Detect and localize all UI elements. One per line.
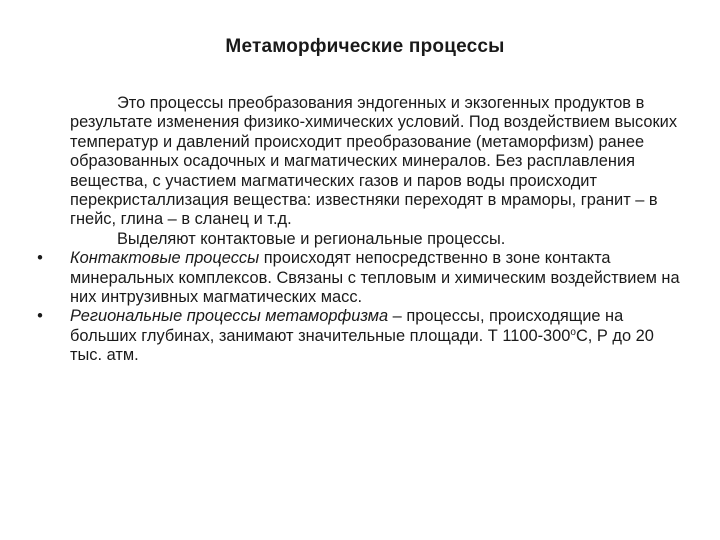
bullet-list (37, 249, 685, 365)
bullet-item-regional (37, 307, 685, 365)
degree-mark: о (570, 326, 576, 338)
bullet-text-end: С, Р до 20 тыс. атм. (70, 326, 654, 365)
bullet-term: Региональные процессы метаморфизма (70, 307, 389, 326)
paragraph-definition: Это процессы преобразования эндогенных и экзогенных продуктов в результате изменения физико-химических условий. Под воздействием высоких температур и давлений происходит преобразование (метаморфизм) ранее образованных осадочных и магматических минералов. Без расплавления вещества, с участием магматических газов и паров воды происходит перекристаллизация вещества: известняки переходят в мраморы, гранит – в гнейс, глина – в сланец и т.д. (70, 94, 678, 229)
bullet-icon: • (37, 249, 43, 268)
paragraph-types: Выделяют контактовые и региональные процессы. (117, 229, 506, 248)
bullet-term: Контактовые процессы (70, 249, 260, 268)
bullet-item-contact (37, 249, 685, 307)
slide-title: Метаморфические процессы (225, 36, 505, 57)
bullet-text: происходят непосредственно в зоне контакта минеральных комплексов. Связаны с тепловым и химическим воздействием на них интрузивных магматических масс. (70, 249, 680, 307)
bullet-icon: • (37, 307, 43, 326)
slide-content (37, 94, 685, 366)
bullet-text: – процессы, происходящие на больших глубинах, занимают значительные площади. Т 1100-300 (70, 307, 624, 345)
